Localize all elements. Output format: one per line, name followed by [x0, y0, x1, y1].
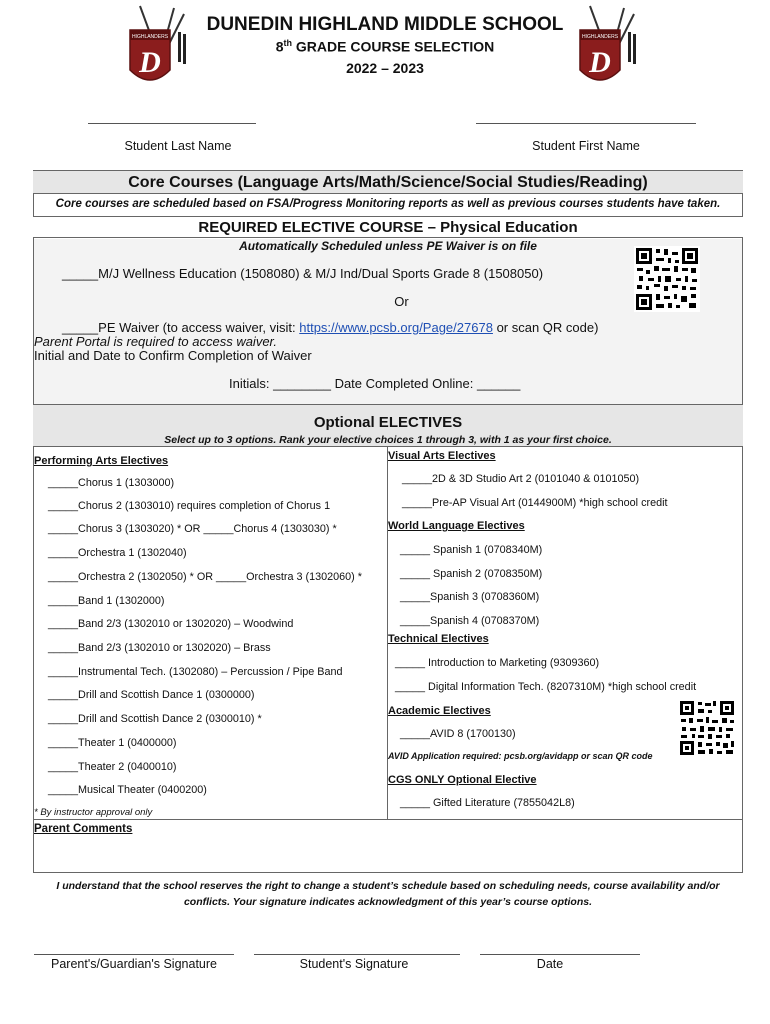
date-online-blank: ______	[476, 376, 521, 391]
core-courses-note: Core courses are scheduled based on FSA/Progress Monitoring reports as well as previous courses students have taken.	[55, 198, 721, 210]
elective-option[interactable]: _____ Digital Information Tech. (8207310M) *high school credit	[395, 681, 697, 693]
form-title-text: GRADE COURSE SELECTION	[292, 38, 495, 55]
date-online-label: Date Completed Online:	[334, 376, 474, 391]
elective-option[interactable]: _____Musical Theater (0400200)	[48, 784, 207, 796]
elective-option[interactable]: _____Theater 2 (0400010)	[48, 761, 177, 773]
elective-option[interactable]: _____Chorus 2 (1303010) requires completion of Chorus 1	[48, 500, 331, 512]
parent-signature-line[interactable]	[34, 954, 234, 955]
date-line[interactable]	[480, 954, 640, 955]
pe-waiver-suffix: or scan QR code)	[496, 320, 599, 335]
pe-waiver-qr-code-icon[interactable]	[634, 246, 700, 312]
visual-arts-heading: Visual Arts Electives	[388, 450, 496, 462]
instructor-approval-note: * By instructor approval only	[34, 807, 153, 818]
elective-option[interactable]: _____Drill and Scottish Dance 1 (0300000)	[48, 689, 255, 701]
blank: _____	[62, 266, 99, 281]
elective-option[interactable]: _____Theater 1 (0400000)	[48, 737, 177, 749]
elective-option[interactable]: _____Pre-AP Visual Art (0144900M) *high school credit	[402, 497, 668, 509]
logo-text: HIGHLANDERS	[131, 34, 169, 40]
logo-letter: D	[589, 46, 611, 79]
elective-option[interactable]: _____Band 2/3 (1302010 or 1302020) – Woodwind	[48, 618, 294, 630]
elective-option[interactable]: _____Instrumental Tech. (1302080) – Percussion / Pipe Band	[48, 666, 343, 678]
student-last-name-label: Student Last Name	[124, 139, 232, 153]
waiver-initials-date[interactable]	[229, 376, 520, 391]
blank: _____	[62, 320, 99, 335]
elective-option[interactable]: _____AVID 8 (1700130)	[400, 728, 516, 740]
world-language-heading: World Language Electives	[388, 520, 525, 532]
cgs-heading: CGS ONLY Optional Elective	[388, 774, 537, 786]
grade-number: 8	[275, 38, 284, 55]
core-courses-title: Core Courses (Language Arts/Math/Science/Social Studies/Reading)	[33, 171, 743, 194]
grade-suffix: th	[283, 38, 293, 48]
elective-option[interactable]: _____ Spanish 2 (0708350M)	[400, 568, 543, 580]
date-label: Date	[536, 957, 564, 971]
elective-option[interactable]: _____ Gifted Literature (7855042L8)	[400, 797, 575, 809]
avid-qr-code-icon[interactable]	[678, 699, 736, 757]
academic-heading: Academic Electives	[388, 705, 491, 717]
elective-option[interactable]: _____Chorus 1 (1303000)	[48, 477, 175, 489]
student-signature-line[interactable]	[254, 954, 460, 955]
pe-waiver-prefix: PE Waiver (to access waiver, visit:	[98, 320, 296, 335]
avid-note: AVID Application required: pcsb.org/avidapp or scan QR code	[388, 751, 653, 761]
pe-option-wellness-label: M/J Wellness Education (1508080) & M/J Ind/Dual Sports Grade 8 (1508050)	[98, 266, 544, 281]
parent-signature-label: Parent's/Guardian's Signature	[51, 957, 217, 971]
acknowledgment-text: I understand that the school reserves the right to change a student’s schedule based on scheduling needs, course availability and/or conflicts. Your signature indicates acknowledgment of this year’s course options.	[56, 880, 720, 908]
pe-or: Or	[394, 294, 409, 309]
elective-option[interactable]: _____ Spanish 1 (0708340M)	[400, 544, 543, 556]
student-first-name-label: Student First Name	[532, 139, 640, 153]
student-last-name-line[interactable]	[88, 123, 256, 124]
optional-electives-subtitle: Select up to 3 options. Rank your elective choices 1 through 3, with 1 as your first choice.	[164, 434, 612, 446]
elective-option[interactable]: _____Chorus 3 (1303020) * OR _____Chorus 4 (1303030) *	[48, 523, 337, 535]
elective-option[interactable]: _____2D & 3D Studio Art 2 (0101040 & 0101050)	[402, 473, 640, 485]
parent-comments-box[interactable]	[33, 819, 743, 873]
form-title	[0, 38, 770, 55]
technical-heading: Technical Electives	[388, 633, 489, 645]
confirm-note: Initial and Date to Confirm Completion of Waiver	[34, 348, 312, 363]
elective-option[interactable]: _____Band 1 (1302000)	[48, 595, 165, 607]
school-name: DUNEDIN HIGHLAND MIDDLE SCHOOL	[206, 14, 564, 35]
performing-arts-heading: Performing Arts Electives	[34, 455, 169, 467]
pe-subtitle: Automatically Scheduled unless PE Waiver is on file	[239, 239, 537, 253]
initials-blank: ________	[273, 376, 331, 391]
student-signature-label: Student's Signature	[299, 957, 409, 971]
pe-waiver-link[interactable]: https://www.pcsb.org/Page/27678	[299, 320, 493, 335]
logo-letter: D	[139, 46, 161, 79]
initials-label: Initials:	[229, 376, 270, 391]
elective-option[interactable]: _____Spanish 3 (0708360M)	[400, 591, 540, 603]
elective-option[interactable]: _____Orchestra 1 (1302040)	[48, 547, 187, 559]
logo-text: HIGHLANDERS	[581, 34, 619, 40]
school-year: 2022 – 2023	[346, 60, 424, 76]
elective-option[interactable]: _____Spanish 4 (0708370M)	[400, 615, 540, 627]
pe-option-wellness[interactable]	[62, 266, 543, 281]
parent-comments-heading: Parent Comments	[34, 823, 133, 835]
pe-option-waiver[interactable]	[62, 320, 598, 335]
pe-title: REQUIRED ELECTIVE COURSE – Physical Education	[33, 217, 743, 238]
elective-option[interactable]: _____Drill and Scottish Dance 2 (0300010) *	[48, 713, 262, 725]
student-first-name-line[interactable]	[476, 123, 696, 124]
elective-option[interactable]: _____Orchestra 2 (1302050) * OR _____Orchestra 3 (1302060) *	[48, 571, 362, 583]
elective-option[interactable]: _____Band 2/3 (1302010 or 1302020) – Brass	[48, 642, 271, 654]
portal-note: Parent Portal is required to access waiver.	[34, 334, 278, 349]
optional-electives-title: Optional ELECTIVES	[313, 414, 463, 431]
elective-option[interactable]: _____ Introduction to Marketing (9309360)	[395, 657, 600, 669]
